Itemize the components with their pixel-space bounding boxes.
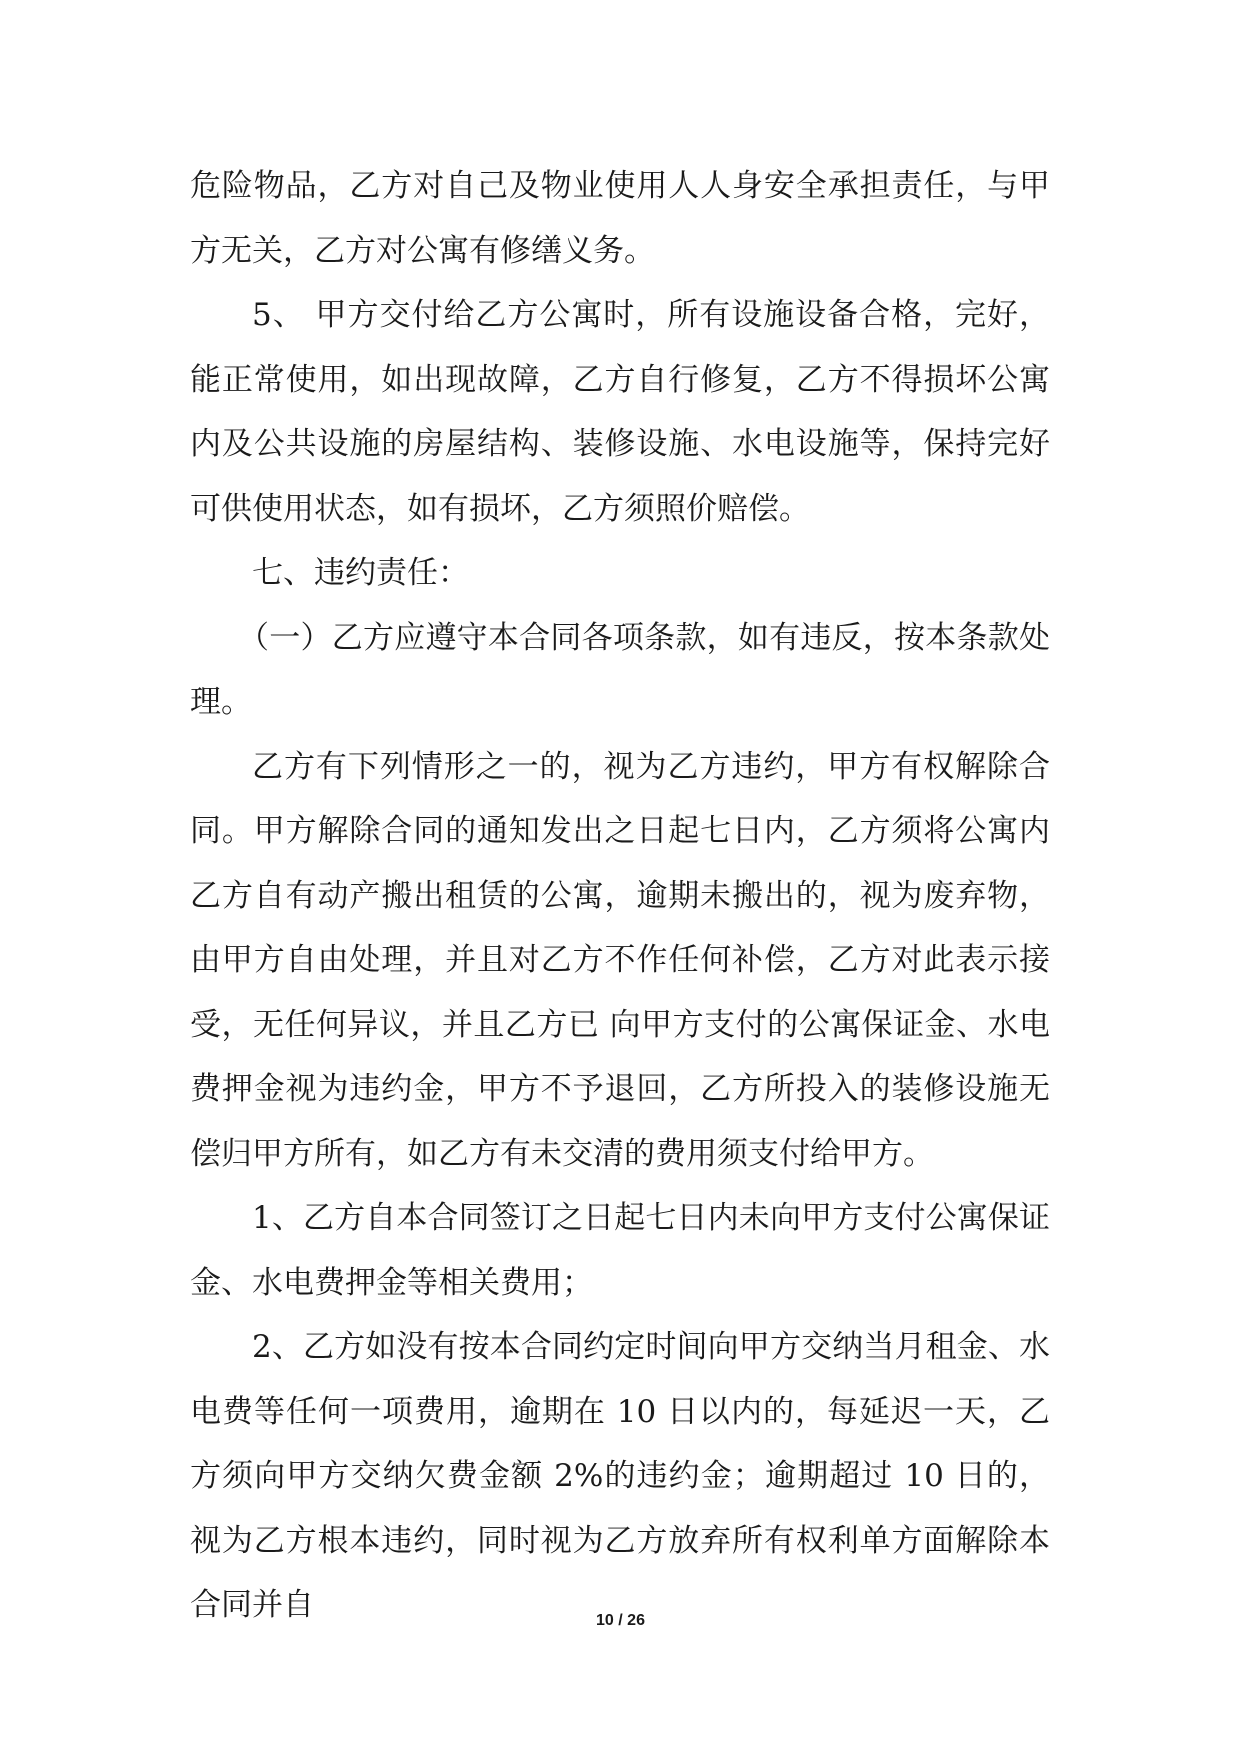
paragraph-6: 1、乙方自本合同签订之日起七日内未向甲方支付公寓保证金、水电费押金等相关费用；	[190, 1200, 1050, 1301]
paragraph-2: 5、 甲方交付给乙方公寓时，所有设施设备合格，完好，能正常使用，如出现故障，乙方自行修复，乙方不得损坏公寓内及公共设施的房屋结构、装修设施、水电设施等，保持完好可供使用状态，如有损坏，乙方须照价赔偿。	[190, 297, 1050, 527]
paragraph-5: 乙方有下列情形之一的，视为乙方违约，甲方有权解除合同。甲方解除合同的通知发出之日起七日内，乙方须将公寓内乙方自有动产搬出租赁的公寓，逾期未搬出的，视为废弃物，由甲方自由处理，并且对乙方不作任何补偿，乙方对此表示接受，无任何异议，并且乙方已 向甲方支付的公寓保证金、水电费押金视为违约金，甲方不予退回，乙方所投入的装修设施无偿归甲方所有，如乙方有未交清的费用须支付给甲方。	[190, 748, 1050, 1172]
document-body	[190, 154, 1050, 1638]
page-number: 10 / 26	[596, 1612, 645, 1629]
paragraph-7: 2、乙方如没有按本合同约定时间向甲方交纳当月租金、水电费等任何一项费用，逾期在 10 日以内的，每延迟一天，乙方须向甲方交纳欠费金额 2%的违约金；逾期超过 10 日的，视为乙方根本违约，同时视为乙方放弃所有权利单方面解除本合同并自	[190, 1329, 1050, 1623]
section-heading: 七、违约责任：	[252, 555, 469, 591]
paragraph-1: 危险物品，乙方对自己及物业使用人人身安全承担责任，与甲方无关，乙方对公寓有修缮义务。	[190, 168, 1050, 269]
paragraph-4: （一）乙方应遵守本合同各项条款，如有违反，按本条款处理。	[190, 619, 1050, 720]
